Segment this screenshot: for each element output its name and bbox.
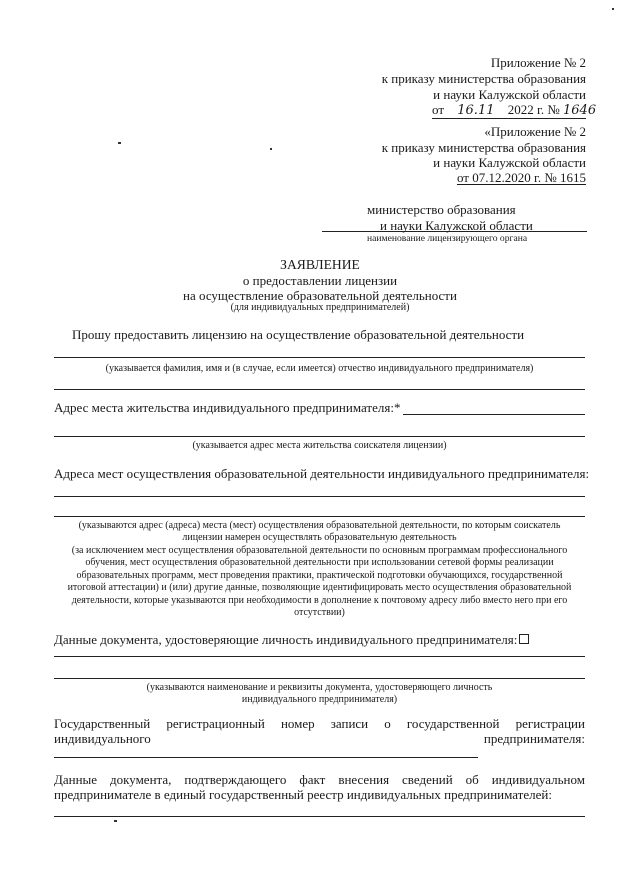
identity-checkbox[interactable] [519,634,529,644]
egrip-word: Данные [54,772,98,787]
request-text: Прошу предоставить лицензию на осуществление образовательной деятельности [72,327,525,342]
appendix-old-line1: «Приложение № 2 [484,124,586,139]
registration-word: Государственный [54,716,151,731]
locations-caption-5: образовательных программ, мест проведения практики, практической подготовки обучающихся, государственной [76,570,563,581]
scan-speck [118,142,121,144]
registration-word: записи [330,716,369,731]
locations-caption-3: (за исключением мест осуществления образовательной деятельности по основным программам профессионального [71,545,568,556]
applicant-name-caption: (указывается фамилия, имя и (в случае, если имеется) отчество индивидуального предпринимателя) [105,363,534,374]
registration-line1 [54,716,585,731]
registration-line2-left: индивидуального [54,731,151,746]
applicant-name-field[interactable] [54,357,585,358]
residence-label: Адрес места жительства индивидуального предпринимателя:* [54,400,401,415]
registration-number-field[interactable] [54,757,478,758]
locations-caption-8: отсутствии) [294,607,345,618]
residence-field[interactable] [403,414,585,415]
appendix-new-day-month: 16.11 [457,103,495,118]
egrip-word: сведений [402,772,453,787]
egrip-line2: предпринимателе в единый государственный реестр индивидуальных предпринимателей: [54,787,552,802]
identity-caption-2: индивидуального предпринимателя) [241,694,398,705]
applicant-name-field-2[interactable] [54,389,585,390]
appendix-new-line1: Приложение № 2 [490,55,586,70]
appendix-old-date-number: от 07.12.2020 г. № 1615 [456,170,586,185]
appendix-new-line2: к приказу министерства образования [381,71,586,86]
identity-label [54,632,529,647]
residence-caption: (указывается адрес места жительства соискателя лицензии) [192,440,447,451]
locations-caption-1: (указываются адрес (адреса) места (мест) осуществления образовательной деятельности, по которым соискатель [78,520,561,531]
egrip-word: факт [299,772,326,787]
appendix-new-year: 2022 г. № [507,102,560,117]
identity-field-2[interactable] [54,678,585,679]
egrip-field[interactable] [54,816,585,817]
authority-line1: министерство образования [367,202,516,217]
registration-word: регистрационный [166,716,265,731]
locations-label: Адреса мест осуществления образовательной деятельности индивидуального предпринимателя: [54,466,590,481]
registration-word: регистрации [515,716,585,731]
appendix-new-date-number [432,102,597,119]
locations-caption-4: обучения, мест осуществления образовательной деятельности при использовании сетевой формы реализации [85,557,554,568]
appendix-new-prefix: от [432,102,445,117]
egrip-line1 [54,772,585,787]
scan-speck [270,148,272,150]
locations-caption-6: итоговой аттестации) и (или) другие данные, позволяющие идентифицировать место осуществления образовательной [67,582,572,593]
locations-field-2[interactable] [54,516,585,517]
registration-word: о [384,716,391,731]
residence-field-2[interactable] [54,436,585,437]
egrip-word: подтверждающего [184,772,287,787]
egrip-word: документа, [110,772,172,787]
authority-line2: и науки Калужской области [380,218,533,233]
identity-field[interactable] [54,656,585,657]
appendix-old-line3: и науки Калужской области [433,155,586,170]
scan-speck [612,8,614,10]
authority-caption: наименование лицензирующего органа [367,233,528,244]
title-note: (для индивидуальных предпринимателей) [230,302,410,313]
registration-word: государственной [406,716,500,731]
locations-field[interactable] [54,496,585,497]
appendix-new-line3: и науки Калужской области [433,87,586,102]
registration-word: номер [280,716,315,731]
document-heading: ЗАЯВЛЕНИЕ [280,257,360,272]
title-line1: о предоставлении лицензии [242,273,398,288]
appendix-new-number: 1646 [563,103,597,118]
title-line2: на осуществление образовательной деятельности [183,288,457,303]
registration-line2-right: предпринимателя: [483,731,585,746]
authority-underline [322,231,587,232]
locations-caption-2: лицензии намерен осуществлять образовательную деятельность [182,532,457,543]
scan-speck [114,820,117,822]
identity-label-text: Данные документа, удостоверяющие личность индивидуального предпринимателя: [54,632,518,647]
identity-caption-1: (указываются наименование и реквизиты документа, удостоверяющего личность [146,682,493,693]
locations-caption-7: деятельности, которые указываются при необходимости в дополнение к почтовому адресу либо вместо него при его [71,595,568,606]
appendix-old-line2: к приказу министерства образования [381,140,586,155]
egrip-word: индивидуальном [491,772,585,787]
egrip-word: внесения [338,772,390,787]
egrip-word: об [465,772,479,787]
